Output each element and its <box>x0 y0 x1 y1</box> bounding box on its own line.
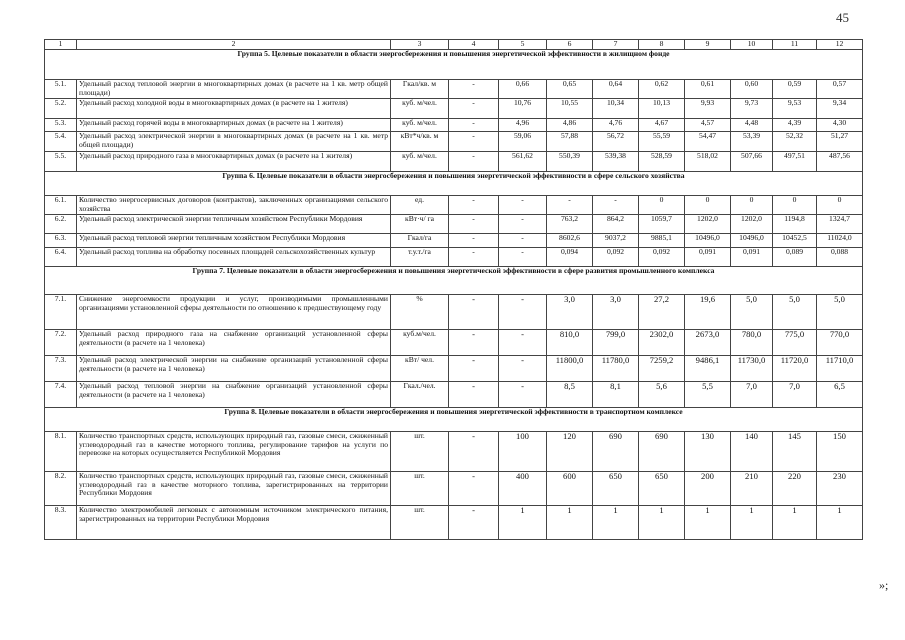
value-cell: 0,64 <box>593 80 639 99</box>
indicator-description: Удельный расход природного газа в многоквартирных домах (в расчете на 1 жителя) <box>77 152 391 172</box>
value-cell: 550,39 <box>547 152 593 172</box>
group-title: Группа 5. Целевые показатели в области энергосбережения и повышения энергетической эффективности в жилищном фонде <box>45 50 863 80</box>
value-cell: 770,0 <box>817 330 863 356</box>
value-cell: 54,47 <box>685 132 731 152</box>
row-number: 8.1. <box>45 432 77 472</box>
value-cell: - <box>499 356 547 382</box>
value-cell: 1 <box>499 506 547 540</box>
value-cell: 145 <box>773 432 817 472</box>
indicator-description: Количество энергосервисных договоров (контрактов), заключенных организациями сельского хозяйства <box>77 196 391 215</box>
table-row <box>45 196 863 215</box>
value-cell: 6,5 <box>817 382 863 408</box>
column-number-10: 10 <box>731 40 773 50</box>
value-cell: 539,38 <box>593 152 639 172</box>
value-cell: 7,0 <box>773 382 817 408</box>
unit-of-measure: шт. <box>391 506 449 540</box>
value-cell: - <box>499 234 547 248</box>
value-cell: - <box>499 382 547 408</box>
value-cell: 51,27 <box>817 132 863 152</box>
table-row <box>45 356 863 382</box>
value-cell: 9037,2 <box>593 234 639 248</box>
value-cell: 52,32 <box>773 132 817 152</box>
indicator-description: Удельный расход электрической энергии тепличным хозяйством Республики Мордовия <box>77 215 391 234</box>
value-cell: - <box>499 295 547 330</box>
value-cell: 0,59 <box>773 80 817 99</box>
value-cell: 230 <box>817 472 863 506</box>
value-cell: 4,96 <box>499 119 547 132</box>
table-row <box>45 215 863 234</box>
value-cell: 0,57 <box>817 80 863 99</box>
value-cell: 1324,7 <box>817 215 863 234</box>
value-cell: 7259,2 <box>639 356 685 382</box>
indicator-description: Удельный расход топлива на обработку посевных площадей сельскохозяйственных культур <box>77 248 391 267</box>
value-cell: 4,39 <box>773 119 817 132</box>
value-cell: 4,48 <box>731 119 773 132</box>
value-cell: 11024,0 <box>817 234 863 248</box>
value-cell: 130 <box>685 432 731 472</box>
value-cell: - <box>449 234 499 248</box>
unit-of-measure: кВт/ чел. <box>391 356 449 382</box>
row-number: 7.3. <box>45 356 77 382</box>
value-cell: 4,76 <box>593 119 639 132</box>
value-cell: 400 <box>499 472 547 506</box>
row-number: 5.4. <box>45 132 77 152</box>
value-cell: 11730,0 <box>731 356 773 382</box>
value-cell: 10496,0 <box>685 234 731 248</box>
value-cell: 1202,0 <box>731 215 773 234</box>
value-cell: - <box>449 295 499 330</box>
value-cell: 0,092 <box>639 248 685 267</box>
row-number: 7.1. <box>45 295 77 330</box>
value-cell: 690 <box>639 432 685 472</box>
value-cell: - <box>499 196 547 215</box>
indicator-description: Количество транспортных средств, использующих природный газ, газовые смеси, сжиженный углеводородный газ в качестве моторного топлива, регулирование тарифов на услуги по перевозке на которых осуществляется Республикой Мордовия <box>77 432 391 472</box>
targets-table <box>44 39 863 540</box>
value-cell: - <box>499 248 547 267</box>
value-cell: 0 <box>731 196 773 215</box>
value-cell: 10,34 <box>593 99 639 119</box>
value-cell: 864,2 <box>593 215 639 234</box>
value-cell: 4,86 <box>547 119 593 132</box>
value-cell: 0,091 <box>731 248 773 267</box>
unit-of-measure: % <box>391 295 449 330</box>
value-cell: 690 <box>593 432 639 472</box>
unit-of-measure: кВт·ч/ га <box>391 215 449 234</box>
value-cell: 4,67 <box>639 119 685 132</box>
row-number: 5.1. <box>45 80 77 99</box>
value-cell: 10,76 <box>499 99 547 119</box>
value-cell: 0,088 <box>817 248 863 267</box>
value-cell: 59,06 <box>499 132 547 152</box>
column-number-3: 3 <box>391 40 449 50</box>
value-cell: 1 <box>547 506 593 540</box>
indicator-description: Количество электромобилей легковых с автономным источником электрического питания, зарегистрированных на территории Республики Мордовия <box>77 506 391 540</box>
value-cell: 0 <box>639 196 685 215</box>
value-cell: 0 <box>773 196 817 215</box>
table-row <box>45 99 863 119</box>
unit-of-measure: шт. <box>391 472 449 506</box>
value-cell: - <box>449 152 499 172</box>
value-cell: 9486,1 <box>685 356 731 382</box>
value-cell: 120 <box>547 432 593 472</box>
value-cell: 11710,0 <box>817 356 863 382</box>
value-cell: 1 <box>817 506 863 540</box>
value-cell: 780,0 <box>731 330 773 356</box>
unit-of-measure: куб. м/чел. <box>391 152 449 172</box>
column-number-5: 5 <box>499 40 547 50</box>
column-number-6: 6 <box>547 40 593 50</box>
value-cell: 1 <box>773 506 817 540</box>
value-cell: 0,091 <box>685 248 731 267</box>
column-number-1: 1 <box>45 40 77 50</box>
indicator-description: Удельный расход тепловой энергии тепличным хозяйством Республики Мордовия <box>77 234 391 248</box>
indicator-description: Удельный расход электрической энергии в многоквартирных домах (в расчете на 1 кв. метр общей площади) <box>77 132 391 152</box>
unit-of-measure: куб. м/чел. <box>391 99 449 119</box>
value-cell: 2302,0 <box>639 330 685 356</box>
row-number: 6.1. <box>45 196 77 215</box>
group-title-row <box>45 50 863 80</box>
value-cell: 1 <box>731 506 773 540</box>
value-cell: 497,51 <box>773 152 817 172</box>
value-cell: 9,73 <box>731 99 773 119</box>
unit-of-measure: т.у.т./га <box>391 248 449 267</box>
indicator-description: Удельный расход холодной воды в многоквартирных домах (в расчете на 1 жителя) <box>77 99 391 119</box>
column-number-9: 9 <box>685 40 731 50</box>
group-title-row <box>45 408 863 432</box>
indicator-description: Удельный расход электрической энергии на снабжение организаций установленной сферы деятельности (в расчете на 1 человека) <box>77 356 391 382</box>
value-cell: 763,2 <box>547 215 593 234</box>
value-cell: 4,30 <box>817 119 863 132</box>
value-cell: 9,34 <box>817 99 863 119</box>
indicator-description: Удельный расход тепловой энергии в многоквартирных домах (в расчете на 1 кв. метр общей площади) <box>77 80 391 99</box>
value-cell: - <box>449 80 499 99</box>
value-cell: 10,13 <box>639 99 685 119</box>
row-number: 7.4. <box>45 382 77 408</box>
group-title: Группа 8. Целевые показатели в области энергосбережения и повышения энергетической эффективности в транспортном комплексе <box>45 408 863 432</box>
page-number: 45 <box>836 10 849 25</box>
value-cell: 3,0 <box>547 295 593 330</box>
value-cell: - <box>449 132 499 152</box>
table-row <box>45 382 863 408</box>
value-cell: 0,092 <box>593 248 639 267</box>
value-cell: 0,62 <box>639 80 685 99</box>
value-cell: - <box>499 330 547 356</box>
value-cell: - <box>449 382 499 408</box>
value-cell: - <box>449 248 499 267</box>
value-cell: 0,61 <box>685 80 731 99</box>
value-cell: 3,0 <box>593 295 639 330</box>
value-cell: 11800,0 <box>547 356 593 382</box>
value-cell: 507,66 <box>731 152 773 172</box>
value-cell: 5,0 <box>773 295 817 330</box>
column-number-12: 12 <box>817 40 863 50</box>
value-cell: 561,62 <box>499 152 547 172</box>
column-number-11: 11 <box>773 40 817 50</box>
value-cell: 1194,8 <box>773 215 817 234</box>
value-cell: 53,39 <box>731 132 773 152</box>
column-number-8: 8 <box>639 40 685 50</box>
value-cell: - <box>547 196 593 215</box>
value-cell: 0,60 <box>731 80 773 99</box>
value-cell: 1 <box>593 506 639 540</box>
value-cell: 600 <box>547 472 593 506</box>
value-cell: 100 <box>499 432 547 472</box>
row-number: 6.4. <box>45 248 77 267</box>
value-cell: - <box>449 432 499 472</box>
value-cell: 7,0 <box>731 382 773 408</box>
row-number: 5.5. <box>45 152 77 172</box>
group-title: Группа 7. Целевые показатели в области энергосбережения и повышения энергетической эффективности в сфере развития промышленного комплекса <box>45 267 863 295</box>
unit-of-measure: куб. м/чел. <box>391 119 449 132</box>
unit-of-measure: Гкал./чел. <box>391 382 449 408</box>
value-cell: 518,02 <box>685 152 731 172</box>
value-cell: - <box>593 196 639 215</box>
row-number: 7.2. <box>45 330 77 356</box>
value-cell: 5,6 <box>639 382 685 408</box>
value-cell: 5,0 <box>731 295 773 330</box>
value-cell: 10496,0 <box>731 234 773 248</box>
value-cell: 8,1 <box>593 382 639 408</box>
value-cell: 799,0 <box>593 330 639 356</box>
unit-of-measure: Гкал/кв. м <box>391 80 449 99</box>
value-cell: - <box>449 356 499 382</box>
table-row <box>45 295 863 330</box>
value-cell: 11780,0 <box>593 356 639 382</box>
value-cell: - <box>449 119 499 132</box>
unit-of-measure: куб.м/чел. <box>391 330 449 356</box>
table-row <box>45 234 863 248</box>
unit-of-measure: кВт*ч/кв. м <box>391 132 449 152</box>
value-cell: 0 <box>817 196 863 215</box>
value-cell: 9885,1 <box>639 234 685 248</box>
value-cell: - <box>449 99 499 119</box>
value-cell: 775,0 <box>773 330 817 356</box>
group-title-row <box>45 172 863 196</box>
table-row <box>45 330 863 356</box>
value-cell: 0,094 <box>547 248 593 267</box>
value-cell: 0,089 <box>773 248 817 267</box>
unit-of-measure: шт. <box>391 432 449 472</box>
indicator-description: Удельный расход горячей воды в многоквартирных домах (в расчете на 1 жителя) <box>77 119 391 132</box>
value-cell: 8,5 <box>547 382 593 408</box>
group-title-row <box>45 267 863 295</box>
value-cell: 810,0 <box>547 330 593 356</box>
value-cell: 10,55 <box>547 99 593 119</box>
value-cell: 2673,0 <box>685 330 731 356</box>
row-number: 5.3. <box>45 119 77 132</box>
table-row <box>45 132 863 152</box>
value-cell: 1 <box>639 506 685 540</box>
table-row <box>45 432 863 472</box>
value-cell: 200 <box>685 472 731 506</box>
value-cell: - <box>499 215 547 234</box>
value-cell: 55,59 <box>639 132 685 152</box>
value-cell: 19,6 <box>685 295 731 330</box>
value-cell: 210 <box>731 472 773 506</box>
value-cell: 5,0 <box>817 295 863 330</box>
value-cell: 11720,0 <box>773 356 817 382</box>
row-number: 6.2. <box>45 215 77 234</box>
table-row <box>45 472 863 506</box>
indicator-description: Снижение энергоемкости продукции и услуг, производимыми промышленными организациями установленной сферы деятельности по отношению к предшествующему году <box>77 295 391 330</box>
value-cell: 150 <box>817 432 863 472</box>
value-cell: 487,56 <box>817 152 863 172</box>
value-cell: 9,93 <box>685 99 731 119</box>
indicator-description: Количество транспортных средств, использующих природный газ, газовые смеси, сжиженный углеводородный газ в качестве моторного топлива, зарегистрированных на территории Республики Мордовия <box>77 472 391 506</box>
value-cell: 56,72 <box>593 132 639 152</box>
indicator-description: Удельный расход тепловой энергии на снабжение организаций установленной сферы деятельности (в расчете на 1 человека) <box>77 382 391 408</box>
column-number-7: 7 <box>593 40 639 50</box>
value-cell: 0,66 <box>499 80 547 99</box>
row-number: 5.2. <box>45 99 77 119</box>
value-cell: 9,53 <box>773 99 817 119</box>
value-cell: 650 <box>639 472 685 506</box>
value-cell: - <box>449 330 499 356</box>
value-cell: - <box>449 506 499 540</box>
value-cell: - <box>449 215 499 234</box>
value-cell: 0,65 <box>547 80 593 99</box>
trailing-quote: »; <box>879 578 889 592</box>
indicator-description: Удельный расход природного газа на снабжение организаций установленной сферы деятельности (в расчете на 1 человека) <box>77 330 391 356</box>
value-cell: 220 <box>773 472 817 506</box>
unit-of-measure: ед. <box>391 196 449 215</box>
value-cell: 27,2 <box>639 295 685 330</box>
table-row <box>45 248 863 267</box>
value-cell: 650 <box>593 472 639 506</box>
value-cell: 528,59 <box>639 152 685 172</box>
value-cell: 4,57 <box>685 119 731 132</box>
value-cell: 1 <box>685 506 731 540</box>
value-cell: 5,5 <box>685 382 731 408</box>
value-cell: 1059,7 <box>639 215 685 234</box>
value-cell: - <box>449 196 499 215</box>
table-row <box>45 80 863 99</box>
row-number: 8.3. <box>45 506 77 540</box>
value-cell: - <box>449 472 499 506</box>
row-number: 6.3. <box>45 234 77 248</box>
value-cell: 0 <box>685 196 731 215</box>
unit-of-measure: Гкал/га <box>391 234 449 248</box>
value-cell: 57,88 <box>547 132 593 152</box>
table-row <box>45 119 863 132</box>
column-number-4: 4 <box>449 40 499 50</box>
column-number-row <box>45 40 863 50</box>
value-cell: 140 <box>731 432 773 472</box>
table-row <box>45 506 863 540</box>
table-row <box>45 152 863 172</box>
row-number: 8.2. <box>45 472 77 506</box>
column-number-2: 2 <box>77 40 391 50</box>
value-cell: 10452,5 <box>773 234 817 248</box>
group-title: Группа 6. Целевые показатели в области энергосбережения и повышения энергетической эффективности в сфере сельского хозяйства <box>45 172 863 196</box>
value-cell: 8602,6 <box>547 234 593 248</box>
value-cell: 1202,0 <box>685 215 731 234</box>
